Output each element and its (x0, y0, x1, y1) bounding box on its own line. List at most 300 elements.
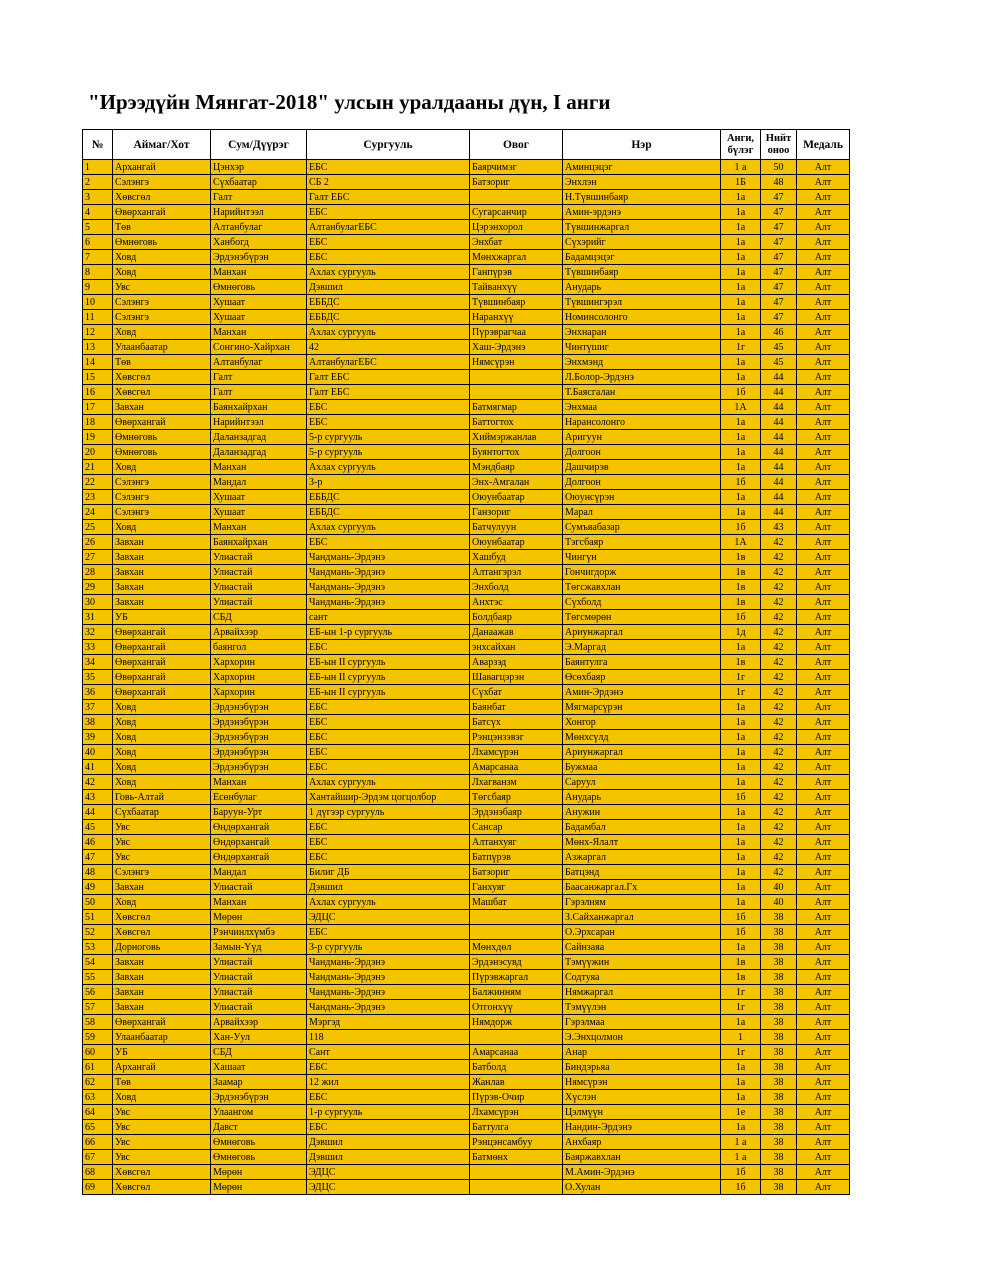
province-cell: Увс (113, 1120, 211, 1135)
medal-cell: Алт (797, 535, 850, 550)
table-row (83, 1180, 850, 1195)
table-body (83, 160, 850, 1195)
province-cell: Өвөрхангай (113, 655, 211, 670)
province-cell: Хөвсгөл (113, 385, 211, 400)
class-cell: 1а (721, 355, 761, 370)
class-cell: 1а (721, 490, 761, 505)
name-cell: Анхбаяр (563, 1135, 721, 1150)
province-cell: Говь-Алтай (113, 790, 211, 805)
class-cell: 1а (721, 1090, 761, 1105)
name-cell: Сүхболд (563, 595, 721, 610)
table-row (83, 190, 850, 205)
name-cell: Цэлмүүн (563, 1105, 721, 1120)
province-cell: Ховд (113, 730, 211, 745)
name-cell: Энхнаран (563, 325, 721, 340)
table-row (83, 550, 850, 565)
score-cell: 40 (761, 895, 797, 910)
school-cell: 5-р сургууль (307, 430, 470, 445)
score-cell: 42 (761, 730, 797, 745)
name-cell: Төгсмөрөн (563, 610, 721, 625)
name-cell: Гэрэлням (563, 895, 721, 910)
name-cell: Бужмаа (563, 760, 721, 775)
class-cell: 1а (721, 1120, 761, 1135)
district-cell: Мөрөн (211, 1165, 307, 1180)
table-row (83, 730, 850, 745)
table-row (83, 280, 850, 295)
province-cell: Сэлэнгэ (113, 505, 211, 520)
score-cell: 38 (761, 1120, 797, 1135)
medal-cell: Алт (797, 610, 850, 625)
score-cell: 42 (761, 865, 797, 880)
district-cell: Ханбогд (211, 235, 307, 250)
district-cell: Улаангом (211, 1105, 307, 1120)
name-cell: Сайнзаяа (563, 940, 721, 955)
row-number: 29 (83, 580, 113, 595)
score-cell: 44 (761, 385, 797, 400)
name-cell: Чингүн (563, 550, 721, 565)
table-row (83, 430, 850, 445)
score-cell: 42 (761, 715, 797, 730)
school-cell: ЕБС (307, 250, 470, 265)
name-cell: Оюунсүрэн (563, 490, 721, 505)
school-cell: ЕБ-ын 1-р сургууль (307, 625, 470, 640)
school-cell: ЕББДС (307, 295, 470, 310)
province-cell: Хөвсгөл (113, 1180, 211, 1195)
surname-cell: Наранхүү (470, 310, 563, 325)
class-cell: 1е (721, 1105, 761, 1120)
province-cell: Ховд (113, 250, 211, 265)
table-row (83, 850, 850, 865)
district-cell: Баянхайрхан (211, 400, 307, 415)
province-cell: Хөвсгөл (113, 910, 211, 925)
row-number: 9 (83, 280, 113, 295)
class-cell: 1а (721, 250, 761, 265)
province-cell: Өвөрхангай (113, 205, 211, 220)
school-cell: Чандмань-Эрдэнэ (307, 970, 470, 985)
table-row (83, 955, 850, 970)
surname-cell: Тайванхүү (470, 280, 563, 295)
surname-cell: Батмөнх (470, 1150, 563, 1165)
class-cell: 1в (721, 565, 761, 580)
school-cell: ЕБС (307, 160, 470, 175)
medal-cell: Алт (797, 550, 850, 565)
table-row (83, 775, 850, 790)
table-row (83, 1030, 850, 1045)
name-cell: Н.Түвшинбаяр (563, 190, 721, 205)
surname-cell (470, 385, 563, 400)
district-cell: СБД (211, 610, 307, 625)
page-title: "Ирээдүйн Мянгат-2018" улсын уралдааны дүн, I анги (88, 90, 611, 114)
district-cell: Замын-Үүд (211, 940, 307, 955)
surname-cell: Хиймэржанлав (470, 430, 563, 445)
medal-cell: Алт (797, 925, 850, 940)
row-number: 19 (83, 430, 113, 445)
row-number: 34 (83, 655, 113, 670)
table-row (83, 295, 850, 310)
surname-cell: Нямдорж (470, 1015, 563, 1030)
district-cell: Баруун-Урт (211, 805, 307, 820)
class-cell: 1в (721, 955, 761, 970)
medal-cell: Алт (797, 715, 850, 730)
surname-cell: Рэнцэнзэвэг (470, 730, 563, 745)
district-cell: Манхан (211, 265, 307, 280)
row-number: 12 (83, 325, 113, 340)
row-number: 51 (83, 910, 113, 925)
table-row (83, 235, 850, 250)
medal-cell: Алт (797, 505, 850, 520)
school-cell: Чандмань-Эрдэнэ (307, 985, 470, 1000)
district-cell: Манхан (211, 520, 307, 535)
class-cell: 1а (721, 865, 761, 880)
column-header: Овог (470, 130, 563, 160)
class-cell: 1б (721, 925, 761, 940)
score-cell: 45 (761, 340, 797, 355)
medal-cell: Алт (797, 1030, 850, 1045)
surname-cell: Алтанхуяг (470, 835, 563, 850)
name-cell: Чинтүшиг (563, 340, 721, 355)
class-cell: 1а (721, 220, 761, 235)
name-cell: Нандин-Эрдэнэ (563, 1120, 721, 1135)
district-cell: Улиастай (211, 595, 307, 610)
province-cell: Сэлэнгэ (113, 295, 211, 310)
table-row (83, 970, 850, 985)
row-number: 63 (83, 1090, 113, 1105)
class-cell: 1б (721, 610, 761, 625)
district-cell: Манхан (211, 325, 307, 340)
name-cell: Гэрэлмаа (563, 1015, 721, 1030)
row-number: 53 (83, 940, 113, 955)
province-cell: Ховд (113, 745, 211, 760)
table-row (83, 1150, 850, 1165)
district-cell: Хан-Уул (211, 1030, 307, 1045)
school-cell: ЕБС (307, 745, 470, 760)
surname-cell (470, 1165, 563, 1180)
surname-cell: Хашбуд (470, 550, 563, 565)
province-cell: Хөвсгөл (113, 1165, 211, 1180)
school-cell: ЕБС (307, 730, 470, 745)
row-number: 37 (83, 700, 113, 715)
province-cell: Завхан (113, 580, 211, 595)
surname-cell: Батзориг (470, 865, 563, 880)
school-cell: Чандмань-Эрдэнэ (307, 955, 470, 970)
medal-cell: Алт (797, 415, 850, 430)
province-cell: Ховд (113, 520, 211, 535)
row-number: 44 (83, 805, 113, 820)
class-cell: 1а (721, 460, 761, 475)
medal-cell: Алт (797, 1090, 850, 1105)
surname-cell: Амарсанаа (470, 1045, 563, 1060)
row-number: 25 (83, 520, 113, 535)
class-cell: 1а (721, 700, 761, 715)
table-row (83, 355, 850, 370)
province-cell: Өмнөговь (113, 235, 211, 250)
district-cell: Даланзадгад (211, 430, 307, 445)
district-cell: Заамар (211, 1075, 307, 1090)
surname-cell: Хаш-Эрдэнэ (470, 340, 563, 355)
class-cell: 1в (721, 970, 761, 985)
district-cell: Даланзадгад (211, 445, 307, 460)
province-cell: Ховд (113, 775, 211, 790)
district-cell: Эрдэнэбүрэн (211, 700, 307, 715)
school-cell: 12 жил (307, 1075, 470, 1090)
school-cell: Ахлах сургууль (307, 775, 470, 790)
school-cell: сант (307, 610, 470, 625)
table-row (83, 745, 850, 760)
class-cell: 1а (721, 205, 761, 220)
school-cell: 1-р сургууль (307, 1105, 470, 1120)
surname-cell: Ганхуяг (470, 880, 563, 895)
name-cell: Бадамбал (563, 820, 721, 835)
class-cell: 1г (721, 985, 761, 1000)
class-cell: 1а (721, 415, 761, 430)
medal-cell: Алт (797, 865, 850, 880)
row-number: 3 (83, 190, 113, 205)
row-number: 20 (83, 445, 113, 460)
surname-cell: Баттулга (470, 1120, 563, 1135)
district-cell: Мөрөн (211, 1180, 307, 1195)
surname-cell: Түвшинбаяр (470, 295, 563, 310)
school-cell: ЕБС (307, 1120, 470, 1135)
row-number: 40 (83, 745, 113, 760)
medal-cell: Алт (797, 295, 850, 310)
class-cell: 1д (721, 625, 761, 640)
district-cell: Улиастай (211, 1000, 307, 1015)
row-number: 17 (83, 400, 113, 415)
district-cell: Өндөрхангай (211, 835, 307, 850)
row-number: 28 (83, 565, 113, 580)
score-cell: 42 (761, 805, 797, 820)
school-cell: 42 (307, 340, 470, 355)
score-cell: 42 (761, 595, 797, 610)
row-number: 59 (83, 1030, 113, 1045)
surname-cell (470, 190, 563, 205)
province-cell: Завхан (113, 985, 211, 1000)
medal-cell: Алт (797, 475, 850, 490)
medal-cell: Алт (797, 1015, 850, 1030)
class-cell: 1б (721, 1180, 761, 1195)
medal-cell: Алт (797, 700, 850, 715)
table-row (83, 685, 850, 700)
province-cell: Сэлэнгэ (113, 490, 211, 505)
class-cell: 1а (721, 445, 761, 460)
score-cell: 38 (761, 1165, 797, 1180)
medal-cell: Алт (797, 355, 850, 370)
name-cell: Э.Энхцолмон (563, 1030, 721, 1045)
class-cell: 1а (721, 745, 761, 760)
district-cell: Улиастай (211, 550, 307, 565)
surname-cell: Алтангэрэл (470, 565, 563, 580)
school-cell: Ахлах сургууль (307, 325, 470, 340)
district-cell: Өмнөговь (211, 280, 307, 295)
score-cell: 42 (761, 580, 797, 595)
name-cell: Долгоон (563, 445, 721, 460)
class-cell: 1а (721, 430, 761, 445)
medal-cell: Алт (797, 250, 850, 265)
medal-cell: Алт (797, 895, 850, 910)
class-cell: 1г (721, 1045, 761, 1060)
table-row (83, 175, 850, 190)
row-number: 60 (83, 1045, 113, 1060)
surname-cell (470, 1180, 563, 1195)
district-cell: Давст (211, 1120, 307, 1135)
school-cell: ЕБС (307, 535, 470, 550)
surname-cell: Оюунбаатар (470, 490, 563, 505)
district-cell: Цэнхэр (211, 160, 307, 175)
surname-cell: Машбат (470, 895, 563, 910)
name-cell: Анар (563, 1045, 721, 1060)
score-cell: 38 (761, 985, 797, 1000)
class-cell: 1А (721, 400, 761, 415)
medal-cell: Алт (797, 1105, 850, 1120)
class-cell: 1б (721, 790, 761, 805)
school-cell: Чандмань-Эрдэнэ (307, 565, 470, 580)
province-cell: Сэлэнгэ (113, 475, 211, 490)
district-cell: Өмнөговь (211, 1135, 307, 1150)
school-cell: ЕБС (307, 235, 470, 250)
score-cell: 47 (761, 250, 797, 265)
table-row (83, 1135, 850, 1150)
table-row (83, 1015, 850, 1030)
class-cell: 1 а (721, 1135, 761, 1150)
school-cell: ЕБС (307, 820, 470, 835)
class-cell: 1а (721, 835, 761, 850)
row-number: 1 (83, 160, 113, 175)
district-cell: Галт (211, 370, 307, 385)
school-cell: ЕБС (307, 1090, 470, 1105)
row-number: 24 (83, 505, 113, 520)
score-cell: 42 (761, 790, 797, 805)
row-number: 10 (83, 295, 113, 310)
surname-cell: Баярчимэг (470, 160, 563, 175)
score-cell: 38 (761, 1045, 797, 1060)
district-cell: Сүхбаатар (211, 175, 307, 190)
district-cell: Есөнбулаг (211, 790, 307, 805)
school-cell: Дэвшил (307, 1135, 470, 1150)
name-cell: Энхмаа (563, 400, 721, 415)
province-cell: Сэлэнгэ (113, 175, 211, 190)
table-row (83, 475, 850, 490)
row-number: 54 (83, 955, 113, 970)
table-row (83, 715, 850, 730)
province-cell: Өвөрхангай (113, 640, 211, 655)
table-row (83, 595, 850, 610)
row-number: 22 (83, 475, 113, 490)
class-cell: 1а (721, 235, 761, 250)
province-cell: Ховд (113, 1090, 211, 1105)
school-cell: ЭДЦС (307, 1180, 470, 1195)
province-cell: Архангай (113, 160, 211, 175)
score-cell: 42 (761, 835, 797, 850)
province-cell: Ховд (113, 325, 211, 340)
medal-cell: Алт (797, 385, 850, 400)
table-row (83, 205, 850, 220)
province-cell: Завхан (113, 970, 211, 985)
school-cell: Дэвшил (307, 280, 470, 295)
district-cell: Нарийнтээл (211, 415, 307, 430)
surname-cell: Мөнхжаргал (470, 250, 563, 265)
table-row (83, 1165, 850, 1180)
province-cell: Увс (113, 1135, 211, 1150)
class-cell: 1б (721, 475, 761, 490)
name-cell: Амин-Эрдэнэ (563, 685, 721, 700)
surname-cell: Оюунбаатар (470, 535, 563, 550)
score-cell: 38 (761, 1075, 797, 1090)
row-number: 6 (83, 235, 113, 250)
surname-cell: Пүрэврагчаа (470, 325, 563, 340)
class-cell: 1а (721, 940, 761, 955)
score-cell: 40 (761, 880, 797, 895)
name-cell: Азжаргал (563, 850, 721, 865)
medal-cell: Алт (797, 400, 850, 415)
province-cell: Төв (113, 1075, 211, 1090)
name-cell: Амин-эрдэнэ (563, 205, 721, 220)
district-cell: Хушаат (211, 490, 307, 505)
district-cell: Баянхайрхан (211, 535, 307, 550)
table-row (83, 895, 850, 910)
district-cell: Мандал (211, 865, 307, 880)
school-cell: Мэргэд (307, 1015, 470, 1030)
row-number: 26 (83, 535, 113, 550)
province-cell: Хөвсгөл (113, 190, 211, 205)
row-number: 43 (83, 790, 113, 805)
province-cell: Завхан (113, 880, 211, 895)
row-number: 57 (83, 1000, 113, 1015)
medal-cell: Алт (797, 970, 850, 985)
district-cell: Улиастай (211, 580, 307, 595)
row-number: 8 (83, 265, 113, 280)
row-number: 5 (83, 220, 113, 235)
school-cell: ЕБС (307, 715, 470, 730)
row-number: 67 (83, 1150, 113, 1165)
medal-cell: Алт (797, 745, 850, 760)
name-cell: Нарансолонго (563, 415, 721, 430)
score-cell: 47 (761, 190, 797, 205)
district-cell: Эрдэнэбүрэн (211, 250, 307, 265)
class-cell: 1в (721, 655, 761, 670)
school-cell: 118 (307, 1030, 470, 1045)
score-cell: 38 (761, 925, 797, 940)
surname-cell: Эрдэнэсувд (470, 955, 563, 970)
medal-cell: Алт (797, 565, 850, 580)
row-number: 15 (83, 370, 113, 385)
province-cell: Өмнөговь (113, 430, 211, 445)
table-row (83, 880, 850, 895)
class-cell: 1а (721, 1060, 761, 1075)
score-cell: 44 (761, 415, 797, 430)
province-cell: Увс (113, 1150, 211, 1165)
class-cell: 1а (721, 775, 761, 790)
table-row (83, 160, 850, 175)
school-cell: ЭДЦС (307, 1165, 470, 1180)
school-cell: ЕБС (307, 835, 470, 850)
district-cell: Улиастай (211, 985, 307, 1000)
medal-cell: Алт (797, 685, 850, 700)
medal-cell: Алт (797, 655, 850, 670)
table-row (83, 940, 850, 955)
surname-cell: Ганзориг (470, 505, 563, 520)
row-number: 33 (83, 640, 113, 655)
row-number: 52 (83, 925, 113, 940)
medal-cell: Алт (797, 760, 850, 775)
province-cell: Ховд (113, 265, 211, 280)
province-cell: Өвөрхангай (113, 670, 211, 685)
district-cell: Өндөрхангай (211, 820, 307, 835)
score-cell: 42 (761, 685, 797, 700)
table-row (83, 625, 850, 640)
class-cell: 1б (721, 385, 761, 400)
name-cell: Нямжаргал (563, 985, 721, 1000)
name-cell: Номинсолонго (563, 310, 721, 325)
